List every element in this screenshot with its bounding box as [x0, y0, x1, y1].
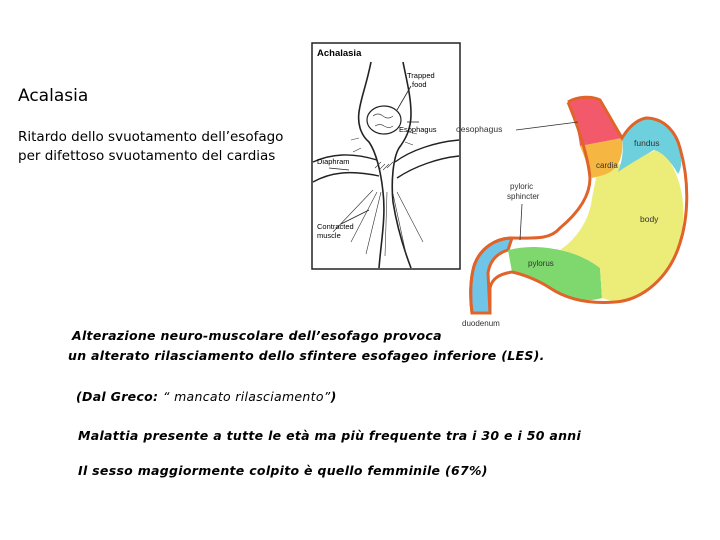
label-pylorus: pylorus: [528, 259, 554, 268]
muscle-striations: [333, 132, 423, 256]
achalasia-illustration: [311, 42, 461, 270]
text-line-1: Alterazione neuro-muscolare dell’esofago provoca: [72, 328, 442, 343]
slide-title: Acalasia: [18, 86, 89, 106]
label-duodenum: duodenum: [462, 319, 500, 328]
text-line-2: un alterato rilasciamento dello sfintere esofageo inferiore (LES).: [68, 348, 545, 363]
source-label: (Dal Greco:: [76, 389, 164, 404]
text-line-source: [76, 389, 337, 404]
stomach-leader-lines: [516, 122, 578, 240]
subtitle: [18, 128, 318, 166]
source-close: ): [330, 389, 337, 404]
label-pyloric: pyloric: [510, 182, 534, 191]
subtitle-line-1: Ritardo dello svuotamento dell’esofago: [18, 129, 284, 145]
food-texture: [373, 114, 393, 128]
label-cardia: cardia: [596, 161, 618, 170]
label-food: food: [412, 80, 427, 89]
label-trapped: Trapped: [407, 71, 435, 80]
label-esophagus: Esophagus: [399, 125, 437, 134]
text-line-sex: Il sesso maggiormente colpito è quello femminile (67%): [78, 463, 488, 478]
achalasia-heading: Achalasia: [317, 48, 362, 59]
source-quote: “ mancato rilasciamento”: [163, 389, 331, 404]
esophagus-outline-right: [392, 62, 411, 268]
trapped-food: [367, 106, 401, 134]
label-diaphragm: Diaphram: [317, 157, 350, 166]
esophagus-outline: [359, 62, 384, 268]
label-sphincter: sphincter: [507, 192, 540, 201]
label-fundus: fundus: [634, 138, 660, 148]
stomach-illustration: [450, 88, 690, 333]
label-contracted: Contracted: [317, 222, 354, 231]
label-oesophagus: oesophagus: [456, 124, 503, 134]
text-line-age: Malattia presente a tutte le età ma più frequente tra i 30 e i 50 anni: [78, 428, 582, 443]
label-body: body: [640, 214, 659, 224]
subtitle-line-2: per difettoso svuotamento del cardias: [18, 148, 276, 164]
label-muscle: muscle: [317, 231, 341, 240]
